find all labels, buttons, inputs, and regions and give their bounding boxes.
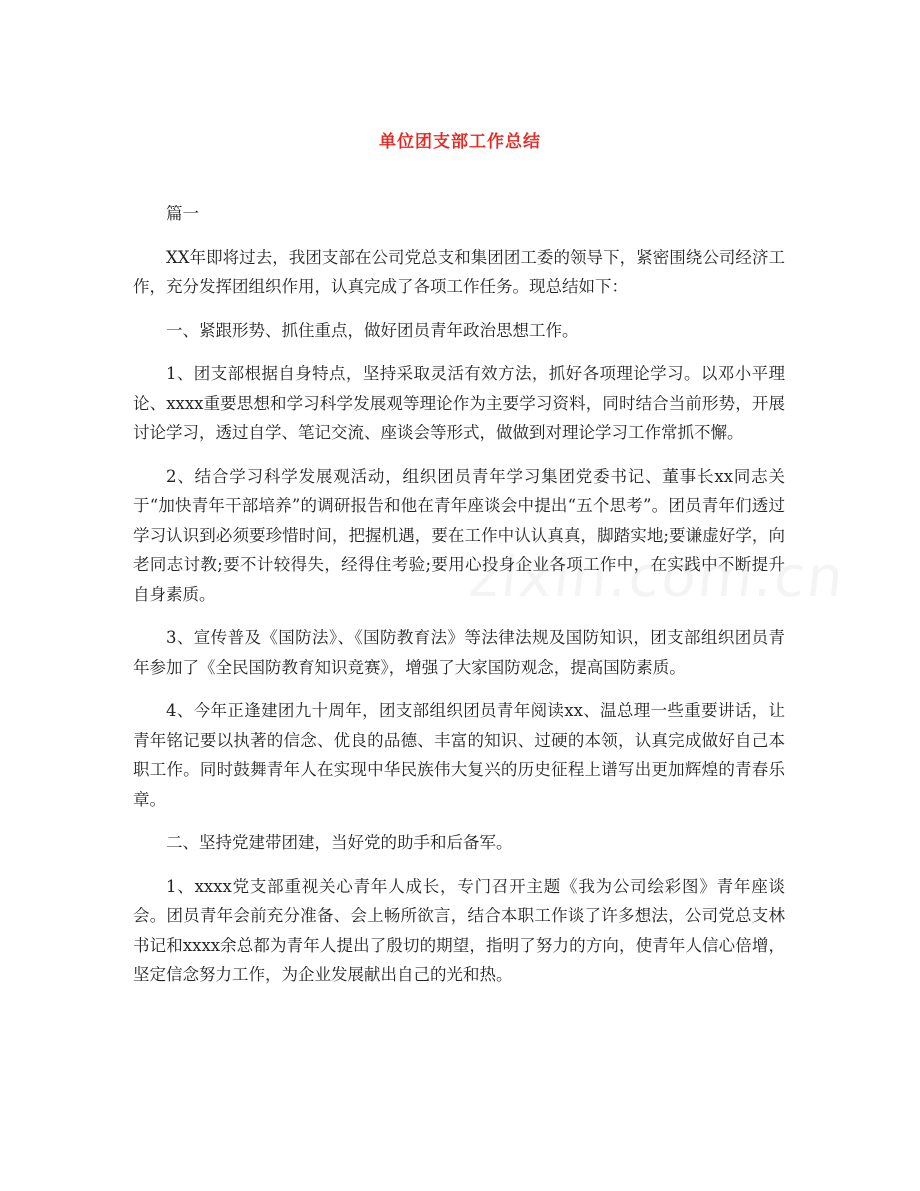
paragraph-heading-2: 二、坚持党建带团建，当好党的助手和后备军。 xyxy=(166,833,513,852)
document-body xyxy=(133,199,785,1004)
paragraph-item: 4、今年正逢建团九十周年，团支部组织团员青年阅读xx、温总理一些重要讲话，让青年铭记要以执著的信念、优良的品德、丰富的知识、过硬的本领，认真完成做好自己本职工作。同时鼓舞青年人在实现中华民族伟大复兴的历史征程上谱写出更加辉煌的青春乐章。 xyxy=(133,701,785,809)
document-title: 单位团支部工作总结 xyxy=(379,132,541,152)
paragraph-intro: XX年即将过去，我团支部在公司党总支和集团团工委的领导下，紧密围绕公司经济工作，充分发挥团组织作用，认真完成了各项工作任务。现总结如下： xyxy=(133,247,785,296)
paragraph-item: 3、宣传普及《国防法》、《国防教育法》等法律法规及国防知识，团支部组织团员青年参加了《全民国防教育知识竞赛》，增强了大家国防观念，提高国防素质。 xyxy=(133,628,785,677)
paragraph-item: 1、团支部根据自身特点，坚持采取灵活有效方法，抓好各项理论学习。以邓小平理论、xxxx重要思想和学习科学发展观等理论作为主要学习资料，同时结合当前形势，开展讨论学习，透过自学、笔记交流、座谈会等形式，做做到对理论学习工作常抓不懈。 xyxy=(133,364,785,442)
paragraph-item: 2、结合学习科学发展观活动，组织团员青年学习集团党委书记、董事长xx同志关于“加快青年干部培养”的调研报告和他在青年座谈会中提出“五个思考”。团员青年们透过学习认识到必须要珍惜时间，把握机遇，要在工作中认认真真，脚踏实地;要谦虚好学，向老同志讨教;要不计较得失，经得住考验;要用心投身企业各项工作中，在实践中不断提升自身素质。 xyxy=(133,466,785,604)
paragraph-heading-1: 一、紧跟形势、抓住重点，做好团员青年政治思想工作。 xyxy=(166,320,579,340)
paragraph-section-label: 篇一 xyxy=(166,204,199,223)
paragraph-item: 1、xxxx党支部重视关心青年人成长，专门召开主题《我为公司绘彩图》青年座谈会。团员青年会前充分准备、会上畅所欲言，结合本职工作谈了许多想法，公司党总支林书记和xxxx余总都为青年人提出了殷切的期望，指明了努力的方向，使青年人信心倍增，坚定信念努力工作，为企业发展献出自己的光和热。 xyxy=(133,876,785,984)
